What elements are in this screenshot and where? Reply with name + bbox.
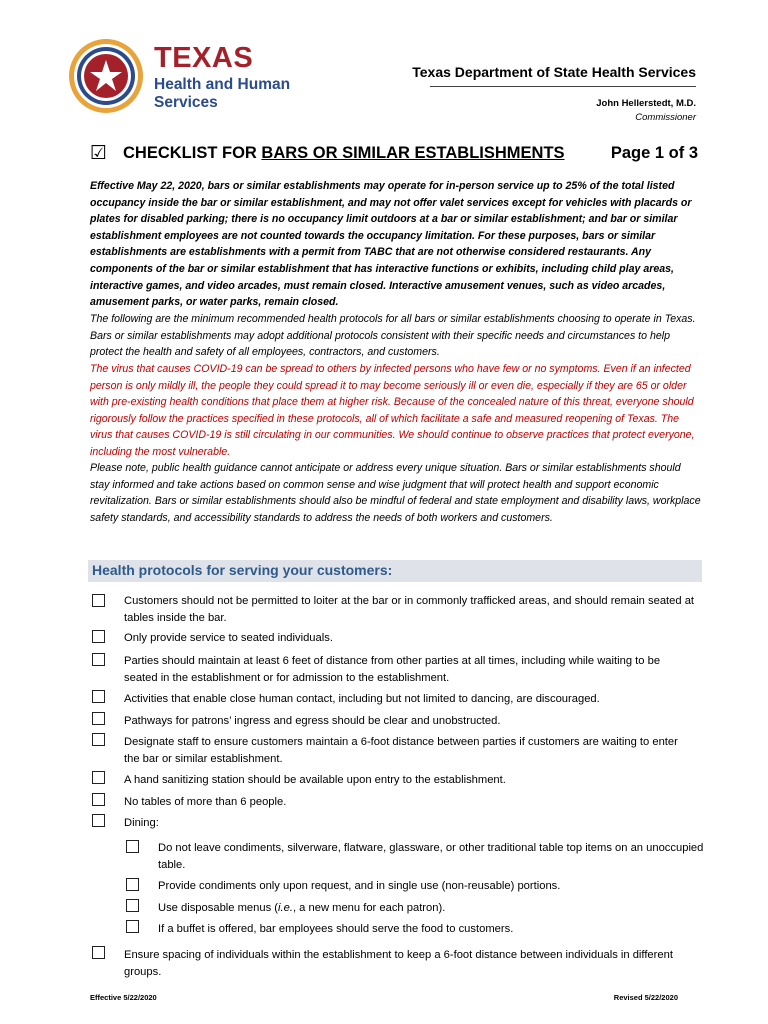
checkbox[interactable] (92, 946, 105, 959)
department-title: Texas Department of State Health Services (412, 64, 696, 80)
checklist-subitem: If a buffet is offered, bar employees should serve the food to customers. (158, 923, 514, 935)
intro-bold-paragraph: Effective May 22, 2020, bars or similar establishments may operate for in-person service up to 25% of the total listed occupancy inside the bar or similar establishment, and may not offer valet services except for vehicles with placards or plates for disabled parking; there is no occupancy limit outdoors at a bar or similar establishment; and bar or similar establishment employees are not counted towards the occupancy limitation. For these purposes, bars or similar establishments are establishments with a permit from TABC that are not otherwise considered restaurants. Any components of the bar or similar establishment that has interactive functions or exhibits, including child play areas, interactive games, and video arcades, must remain closed. Interactive amusement venues, such as video arcades, amusement parks, or water parks, remain closed. (90, 180, 692, 309)
checkbox[interactable] (92, 814, 105, 827)
logo-line-1: Health and Human (154, 76, 291, 93)
checklist-item: Customers should not be permitted to loiter at the bar or in commonly trafficked areas, and should remain seated at tables inside the bar. (124, 595, 695, 624)
checkbox[interactable] (92, 630, 105, 643)
checklist-item-dining: Dining: (124, 817, 159, 829)
checklist-item: Ensure spacing of individuals within the establishment to keep a 6-foot distance between individuals in different groups. (124, 949, 673, 978)
checklist-item: A hand sanitizing station should be available upon entry to the establishment. (124, 774, 506, 786)
checkmark-box-icon: ☑ (90, 143, 108, 164)
checklist-item: Designate staff to ensure customers maintain a 6-foot distance between parties if customers are waiting to enter the bar or similar establishment. (124, 736, 678, 765)
section-header (88, 560, 702, 582)
intro-paragraph-2: The following are the minimum recommended health protocols for all bars or similar establishments choosing to operate in Texas. Bars or similar establishments may adopt additional protocols consistent with their specific needs and circumstances to help protect the health and safety of all employees, contractors, and customers. (90, 313, 696, 359)
commissioner-title: Commissioner (635, 112, 696, 123)
checkbox[interactable] (126, 840, 139, 853)
menus-text-post: , a new menu for each patron). (292, 902, 446, 914)
checkbox[interactable] (92, 594, 105, 607)
title-underlined: BARS OR SIMILAR ESTABLISHMENTS (261, 144, 565, 162)
checkbox[interactable] (92, 690, 105, 703)
menus-text-ie: i.e. (278, 902, 293, 914)
header-divider (430, 86, 696, 87)
checkbox[interactable] (126, 878, 139, 891)
checkbox[interactable] (92, 653, 105, 666)
checkbox[interactable] (92, 793, 105, 806)
checkbox[interactable] (92, 771, 105, 784)
texas-seal-logo (68, 38, 144, 114)
checkbox[interactable] (92, 712, 105, 725)
checkbox[interactable] (92, 733, 105, 746)
title-prefix: CHECKLIST FOR (123, 144, 262, 162)
checklist-item: No tables of more than 6 people. (124, 796, 287, 808)
logo-line-2: Services (154, 94, 218, 111)
checklist-item: Only provide service to seated individuals. (124, 632, 333, 644)
checkbox[interactable] (126, 920, 139, 933)
section-title: Health protocols for serving your customers: (92, 562, 393, 578)
checklist-item: Activities that enable close human contact, including but not limited to dancing, are discouraged. (124, 693, 600, 705)
footer-revised-date: Revised 5/22/2020 (613, 993, 678, 1002)
document-title (123, 144, 565, 163)
covid-warning-paragraph: The virus that causes COVID-19 can be spread to others by infected persons who have few or no symptoms. Even if an infected person is only mildly ill, the people they could spread it to may become seriously ill or even die, especially if they are 65 or older with pre-existing health conditions that place them at higher risk. Because of the concealed nature of this threat, everyone should rigorously follow the practices specified in these protocols, all of which facilitate a safe and measured reopening of Texas. The virus that causes COVID-19 is still circulating in our communities. We should continue to observe practices that protect everyone, including the most vulnerable. (90, 363, 695, 458)
checklist-item: Parties should maintain at least 6 feet of distance from other parties at all times, including while waiting to be seated in the establishment or for admission to the establishment. (124, 655, 661, 684)
footer-effective-date: Effective 5/22/2020 (90, 993, 157, 1002)
menus-text-pre: Use disposable menus ( (158, 902, 279, 914)
page-number: Page 1 of 3 (610, 144, 698, 162)
checklist-subitem: Provide condiments only upon request, and in single use (non-reusable) portions. (158, 880, 561, 892)
intro-paragraph-4: Please note, public health guidance cannot anticipate or address every unique situation. Bars or similar establishments should stay informed and take actions based on common sense and wise judgment that will protect health and support economic revitalization. Bars or similar establishments should also be mindful of federal and state employment and disability laws, workplace safety standards, and accessibility standards to address the needs of both workers and customers. (90, 462, 701, 524)
commissioner-name: John Hellerstedt, M.D. (596, 98, 696, 109)
checklist-subitem: Do not leave condiments, silverware, flatware, glassware, or other traditional table top items on an unoccupied table. (158, 842, 704, 871)
checklist-subitem-menus (158, 900, 704, 917)
logo-texas-wordmark: TEXAS (154, 42, 254, 74)
checkbox[interactable] (126, 899, 139, 912)
checklist-item: Pathways for patrons’ ingress and egress should be clear and unobstructed. (124, 715, 501, 727)
